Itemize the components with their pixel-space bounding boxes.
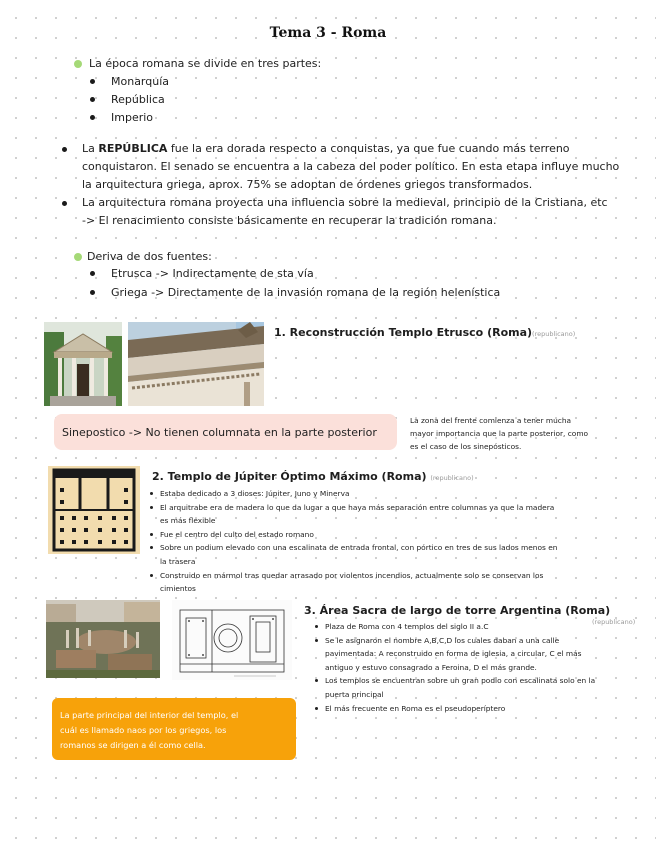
green-bullet-icon (74, 253, 82, 261)
page-title: Tema 3 - Roma (269, 25, 387, 41)
list-item: República (111, 93, 165, 106)
section3-bullets (325, 620, 635, 715)
list-item: Se le asignaron el nombre A,B,C,D los cuales daban a una calle pavimentada: A reconstruido en forma de iglesia, a circular, C el más antiguo y estuvo consagrado a Feroina, D el más grande. (325, 634, 635, 675)
bullet-icon (90, 271, 95, 276)
intro-text: La época romana se divide en tres partes: (89, 57, 322, 70)
section2-heading: 2. Templo de Júpiter Óptimo Máximo (Roma) (republicano) (152, 470, 474, 483)
section1-tag: (republicano) (532, 330, 576, 338)
bullet-icon (90, 290, 95, 295)
list-item: Fue el centro del culto del estado romano (160, 528, 640, 542)
list-item: El más frecuente en Roma es el pseudoperíptero (325, 702, 635, 716)
section1-heading: 1. Reconstrucción Templo Etrusco (Roma)(republicano) (274, 326, 576, 339)
area-sacra-plan-image (172, 600, 292, 680)
list-item: El arquitrabe era de madera lo que da lugar a que haya más separación entre columnas ya que la madera es más flexible (160, 501, 640, 528)
section2-tag: (republicano) (430, 474, 474, 482)
list-item: Los templos se encuentran sobre un gran podio con escalinata solo en la puerta principal (325, 674, 635, 701)
bullet-icon (90, 79, 95, 84)
influence-paragraph: La arquitectura romana proyecta una influencia sobre la medieval, principio de la Cristiana, etc -> El renacimiento consiste básicamente en recuperar la tradición romana. (82, 196, 608, 227)
bullet-icon (62, 147, 67, 152)
list-item: Etrusca -> Indirectamente de sta vía (111, 267, 314, 280)
list-item: Estaba dedicado a 3 dioses: Júpiter, Juno y Minerva (160, 487, 640, 501)
bullet-icon (90, 115, 95, 120)
section2-bullets (160, 487, 640, 596)
republica-paragraph: La REPÚBLICA fue la era dorada respecto a conquistas, ya que fue cuando más terreno conquistaron. El senado se encuentra a la cabeza del poder político. En esta etapa influye mucho la arquitectura griega, aprox. 75% se adoptan de órdenes griegos transformados. (82, 142, 620, 191)
section3-heading: 3. Área Sacra de largo de torre Argentina (Roma) (304, 604, 611, 617)
list-item: Sobre un podium elevado con una escalinata de entrada frontal, con pórtico en tres de sus lados menos en la trasera (160, 541, 640, 568)
list-item: Plaza de Roma con 4 templos del siglo II a.C (325, 620, 635, 634)
etruscan-temple-photo (44, 322, 122, 406)
bullet-icon (62, 201, 67, 206)
list-item: Imperio (111, 111, 154, 124)
section3-tag: (republicano) (592, 618, 636, 626)
green-bullet-icon (74, 60, 82, 68)
temple-plan-image (48, 466, 140, 554)
temple-pediment-photo (128, 322, 264, 406)
callout-text: Sinepostico -> No tienen columnata en la parte posterior (62, 426, 377, 439)
list-item: Monarquía (111, 75, 170, 88)
deriva-text: Deriva de dos fuentes: (87, 250, 212, 263)
orange-note-text: La parte principal del interior del templo, el cuál es llamado naos por los griegos, los romanos se dirigen a él como cella. (60, 710, 239, 750)
bullet-icon (90, 97, 95, 102)
list-item: Construido en mármol tras quedar arrasado por violentos incendios, actualmente solo se conservan los cimientos (160, 569, 640, 596)
list-item: Griega -> Directamente de la invasión romana de la región helenística (111, 286, 501, 299)
republica-keyword: REPÚBLICA (98, 142, 168, 155)
side-note: La zona del frente comienza a tener mucha mayor importancia que la parte posterior, como es el caso de los sinepósticos. (410, 416, 589, 451)
ruins-photo (46, 600, 160, 678)
